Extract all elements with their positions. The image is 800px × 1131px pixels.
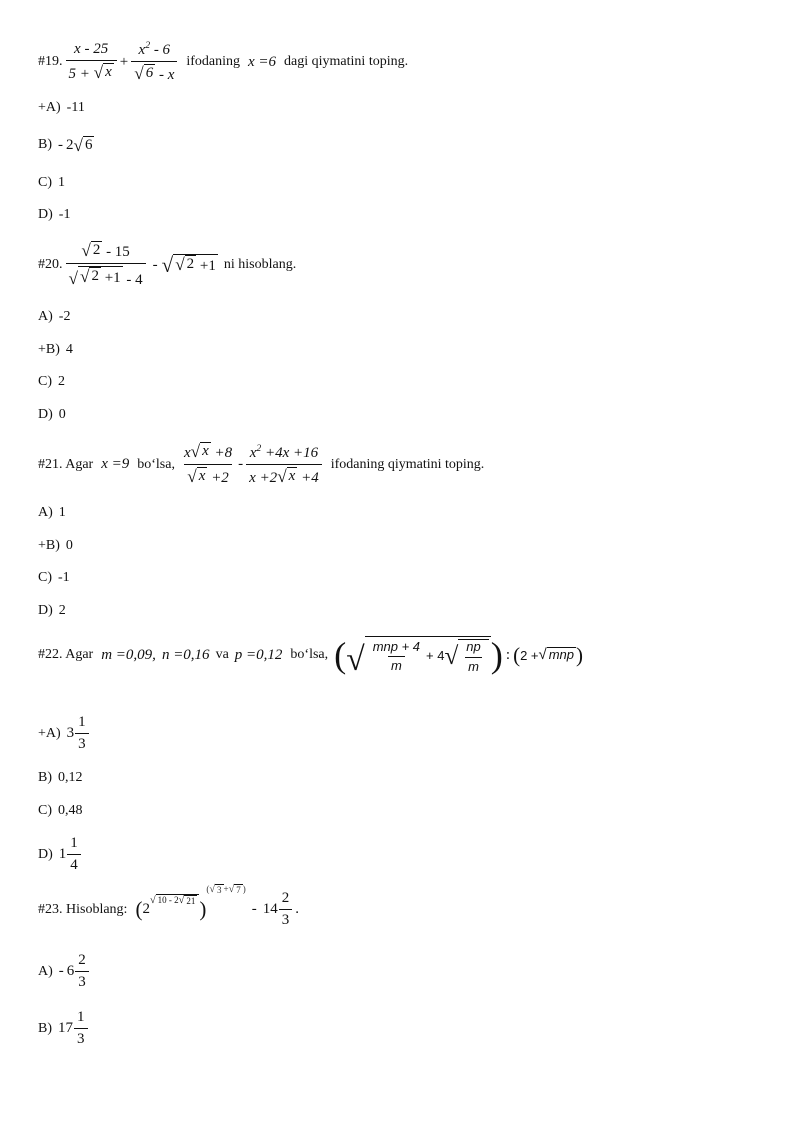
fraction: $\frac{2}{3}$ xyxy=(75,952,89,991)
question-23: #23. Hisoblang: ( 2 √ 10 - 2 √ 21 ) ( √ 3 + √ 7 ) - 14 $\frac{2}{3}$ . xyxy=(38,884,300,928)
option-20d[interactable]: D) 0 xyxy=(38,407,66,422)
option-23b[interactable]: B) 17 $\frac{1}{3}$ xyxy=(38,1009,91,1048)
question-22: #22. Agar m =0,09, n =0,16 va p =0,12 bo‘lsa, ( √ $\frac{\text{mnp + 4}}{m}$ + 4 √ $\frac{np}{m}$ ) : ( 2 + √ mnp ) xyxy=(38,635,583,678)
option-20a[interactable]: A) -2 xyxy=(38,309,71,324)
option-19d[interactable]: D) -1 xyxy=(38,207,71,222)
option-21b[interactable]: +B) 0 xyxy=(38,538,73,553)
option-22d[interactable]: D) 1 $\frac{1}{4}$ xyxy=(38,835,84,874)
fraction: $\frac{\text{mnp + 4}}{m}$ xyxy=(372,638,421,674)
option-20b[interactable]: +B) 4 xyxy=(38,342,73,357)
fraction: $\frac{1}{3}$ xyxy=(74,1009,88,1048)
fraction: $\frac{1}{3}$ xyxy=(75,714,89,753)
option-21a[interactable]: A) 1 xyxy=(38,505,66,520)
option-20c[interactable]: C) 2 xyxy=(38,374,65,389)
fraction: $x^2 +4x +16$ x +2 √ x +4 xyxy=(246,443,322,487)
fraction: x - 25 5 + √ x xyxy=(66,41,117,83)
option-21c[interactable]: C) -1 xyxy=(38,570,70,585)
question-20: #20. √ 2 - 15 √ √ 2 +1 - 4 - √ √ 2 +1 ni hisoblang. xyxy=(38,241,297,288)
fraction: $\frac{np}{m}$ xyxy=(466,639,481,674)
fraction: x √ x +8 √ x +2 xyxy=(183,442,233,486)
option-22a[interactable]: +A) 3 $\frac{1}{3}$ xyxy=(38,714,92,753)
fraction: √ 2 - 15 √ √ 2 +1 - 4 xyxy=(66,241,146,289)
fraction: $x^2 - 6$ √ 6 - x xyxy=(131,40,177,84)
question-21: #21. Agar x =9 bo‘lsa, x √ x +8 √ x +2 - $x^2 +4x +16$ x +2 √ x +4 ifodaning qiymatini toping. xyxy=(38,442,485,486)
question-label: #23. Hisoblang: xyxy=(38,901,128,917)
question-label: #19. xyxy=(38,54,63,69)
option-22b[interactable]: B) 0,12 xyxy=(38,770,83,785)
fraction: $\frac{1}{4}$ xyxy=(67,835,81,874)
question-label: #20. xyxy=(38,257,63,272)
question-label: #21. Agar xyxy=(38,456,94,472)
question-19: #19. x - 25 5 + √ x + $x^2 - 6$ √ 6 - x ifodaning x =6 dagi qiymatini toping. xyxy=(38,40,409,83)
option-21d[interactable]: D) 2 xyxy=(38,603,66,618)
option-23a[interactable]: A) - 6 $\frac{2}{3}$ xyxy=(38,952,92,991)
question-label: #22. Agar xyxy=(38,647,94,663)
fraction: $\frac{2}{3}$ xyxy=(279,890,293,929)
option-19c[interactable]: C) 1 xyxy=(38,175,65,190)
option-19a[interactable]: +A) -11 xyxy=(38,100,85,115)
option-22c[interactable]: C) 0,48 xyxy=(38,803,83,818)
option-19b[interactable]: B) - 2 √ 6 xyxy=(38,136,93,155)
